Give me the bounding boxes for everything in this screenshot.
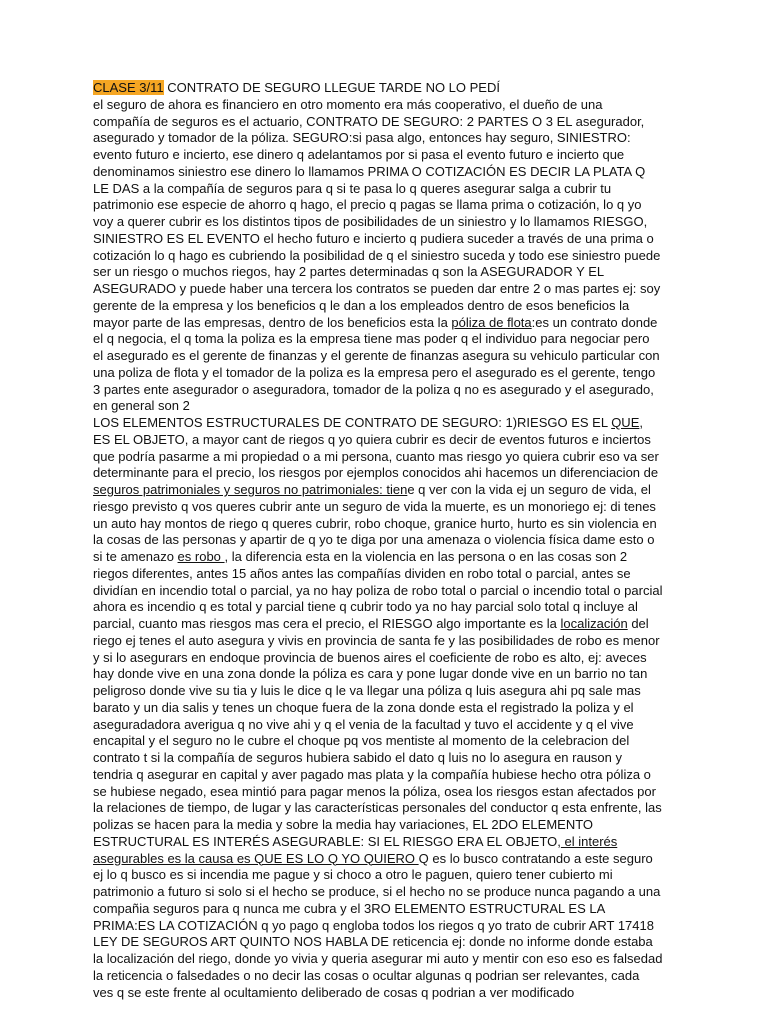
class-date-highlight: CLASE 3/11 [93, 80, 164, 95]
localizacion-underlined: localización [560, 616, 628, 631]
intro-text-1: el seguro de ahora es financiero en otro momento era más cooperativo, el dueño de una compañía de seguros es el actuario, CONTRATO DE SEGURO: 2 PARTES O 3 EL asegurador, asegurado y tomador de la póliza. SEGURO:si pasa algo, entonces hay seguro, SINIESTRO: evento futuro e incierto, ese dinero q adelantamos por si pasa el evento futuro e incierto que denominamos siniestro ese dinero lo llamamos PRIMA O COTIZACIÓN ES DECIR LA PLATA Q LE DAS a la compañía de seguros para q si te pasa lo q queres asegurar salga a cubrir tu patrimonio ese especie de ahorro q hago, el precio q pagas se llama prima o cotización, lo q yo voy a querer cubrir es los distintos tipos de posibilidades de un siniestro y lo llamamos RIESGO, SINIESTRO ES EL EVENTO el hecho futuro e incierto q pudiera suceder a través de una prima o cotización lo q hago es cubriendo la posibilidad de q el siniestro suceda y todo ese siniestro puede ser un riesgo o muchos riegos, hay 2 partes determinadas q son la ASEGURADOR Y EL ASEGURADO y puede haber una tercera los contratos se pueden dar entre 2 o mas partes ej: soy gerente de la empresa y los beneficios q le dan a los empleados dentro de esos beneficios la mayor parte de las empresas, dentro de los beneficios esta la [93, 96, 661, 330]
document-heading [93, 80, 663, 97]
elements-text-4: , la diferencia esta en la violencia en las persona o en las cosas son 2 riegos diferentes, antes 15 años antes las compañías dividen en robo total o parcial, antes se dividían en incendio total o parcial, ya no hay poliza de robo total o parcial o incendio total o parcial ahora es incendio q es total y parcial tiene q cubrir todo ya no hay parcial solo total q incluye al parcial, cuanto mas riesgos mas cera el precio, el RIESGO algo importante es la [93, 549, 663, 631]
es-robo-underlined: es robo [177, 549, 225, 564]
elements-text-6: Q es lo busco contratando a este seguro ej lo q busco es si incendia me pague y si choco a otro le paguen, quiero tener cubierto mi patrimonio a futuro si solo si el hecho se produce, si el hecho no se produce nunca pagando a una compañia seguros para q nunca me cubra y el 3RO ELEMENTO ESTRUCTURAL ES LA PRIMA:ES LA COTIZACIÓN q yo pago q engloba todos los riegos q yo trato de cubrir ART 17418 LEY DE SEGUROS ART QUINTO NOS HABLA DE reticencia ej: donde no informe donde estaba la localización del riego, donde yo vivia y queria asegurar mi auto y mentir con eso eso es falsedad la reticencia o falsedades o no decir las cosas o ocultar algunas q podrian ser relevantes, cada ves q se este frente al ocultamiento deliberado de cosas q podrian a ver modificado [93, 850, 663, 1000]
paragraph-intro [93, 97, 663, 415]
elements-text-5: del riego ej tenes el auto asegura y vivis en provincia de santa fe y las posibilidades de robo es menor y si lo asegurars en endoque provincia de buenos aires el coeficiente de robo es alto, ej: aveces hay donde vive en una zona donde la póliza es cara y pone lugar donde vive en un barrio no tan peligroso donde vive su tia y luis le dice q le va llegar una póliza q luis asegura ahi pq sale mas barato y un dia salis y tenes un choque fuera de la zona donde esta el registrado la poliza y el aseguradadora averigua q no vive ahi y q el venia de la facultad y tuvo el accidente y q el vive encapital y el seguro no le cubre el choque pq vos mentiste al momento de la celebracion del contrato t si la compañía de seguros hubiera sabido el dato q luis no lo asegura en rauson y tendria q asegurar en capital y aver pagado mas plata y la compañía hubiese hecho otra póliza o se hubiese negado, esea mintió para pagar menos la póliza, osea los riesgos estan afectados por la relaciones de tiempo, de lugar y las características personales del conductor q esta enfrente, las polizas se hacen para la media y sobre la media hay variaciones, EL 2DO ELEMENTO ESTRUCTURAL ES INTERÉS ASEGURABLE: SI EL RIESGO ERA EL OBJETO, [93, 616, 662, 849]
document-page [93, 80, 663, 1001]
intro-text-2: :es un contrato donde el q negocia, el q toma la poliza es la empresa tiene mas poder q el individuo para negociar pero el asegurado es el gerente de finanzas y el gerente de finanzas asegura su vehiculo particular con una poliza de flota y el tomador de la poliza es la empresa pero el asegurado es el gerente, tengo 3 partes ente asegurador o aseguradora, tomador de la poliza q no es asegurado y el asegurado, en general son 2 [93, 314, 660, 414]
paragraph-elements [93, 415, 663, 1001]
elements-text-1: LOS ELEMENTOS ESTRUCTURALES DE CONTRATO DE SEGURO: 1)RIESGO ES EL [93, 415, 612, 430]
poliza-de-flota-link: póliza de flota [451, 314, 532, 330]
elements-text-2: , ES EL OBJETO, a mayor cant de riegos q yo quiera cubrir es decir de eventos futuros e inciertos que podría pasarme a mi propiedad o a mi persona, cuanto mas riesgo yo quiera cubrir eso va ser determinante para el precio, los riesgos por ejemplos conocidos ahi hacemos un diferenciacion de [93, 415, 659, 481]
que-underlined: QUE [611, 415, 640, 430]
elements-text-3: e q ver con la vida ej un seguro de vida, el riesgo previsto q vos queres cubrir ante un seguro de vida la muerte, es un monoriego ej: di tenes un auto hay montos de riego q queres cubrir, robo choque, granice hurto, hurto es sin violencia en la cosas de las personas y apartir de q yo te diga por una amenaza o violencia física dame esto o si te amenazo [93, 482, 657, 564]
interes-asegurable-underlined: el interés asegurables es la causa es QUE ES LO Q YO QUIERO [93, 833, 618, 866]
seguros-patrimoniales-underlined: seguros patrimoniales y seguros no patrimoniales: tien [93, 482, 408, 497]
document-title: CONTRATO DE SEGURO LLEGUE TARDE NO LO PEDÍ [163, 80, 500, 95]
